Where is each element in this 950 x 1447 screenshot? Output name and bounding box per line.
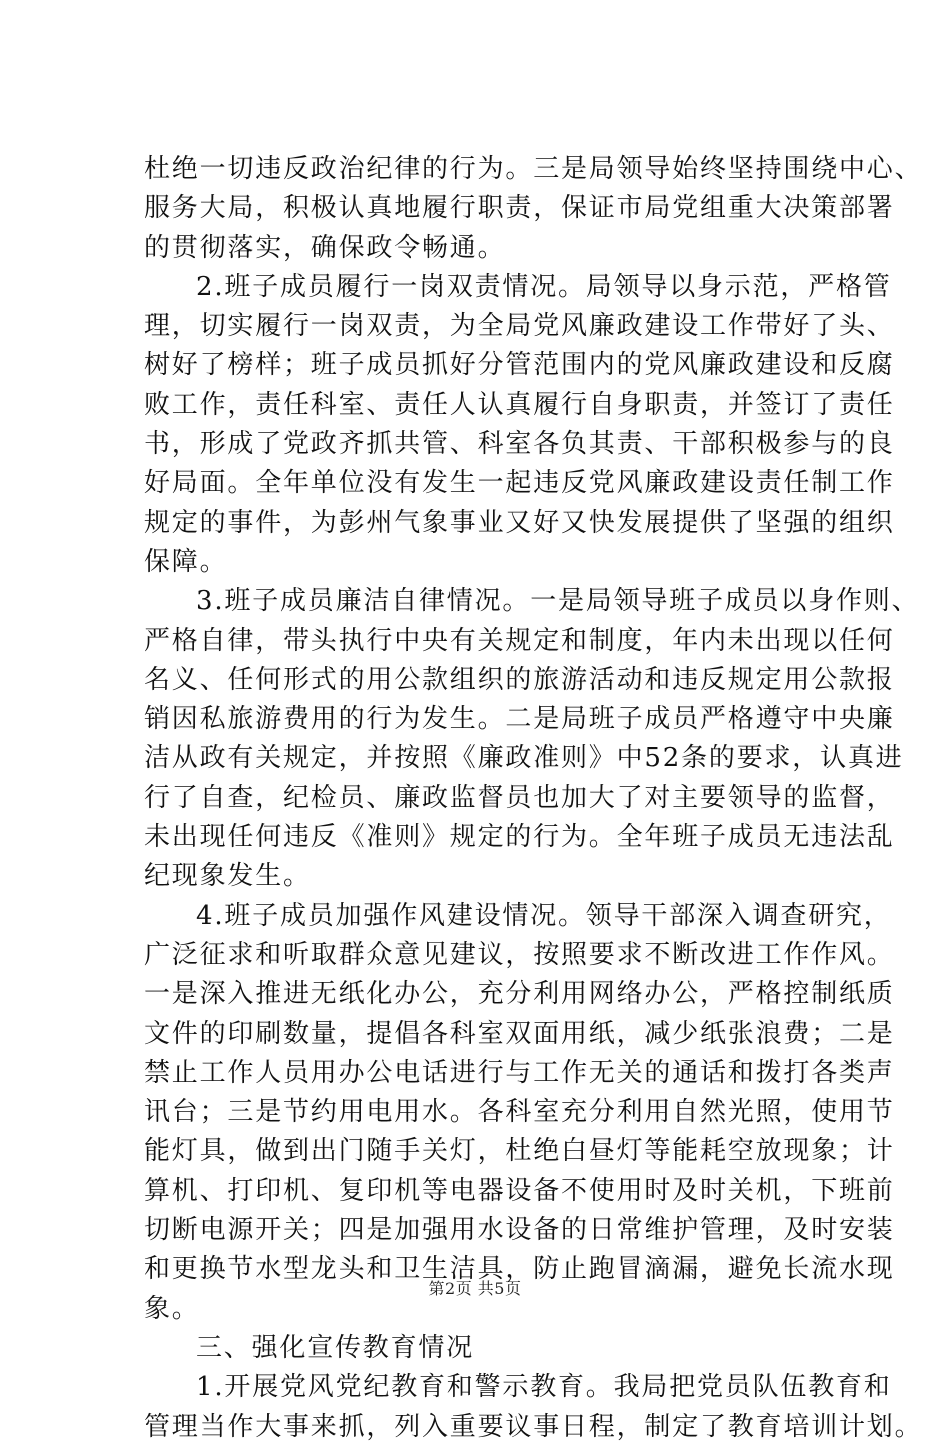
text-line: 广泛征求和听取群众意见建议，按照要求不断改进工作作风。 — [144, 939, 895, 970]
text-line: 切断电源开关；四是加强用水设备的日常维护管理，及时安装 — [144, 1215, 895, 1246]
text-line: 未出现任何违反《准则》规定的行为。全年班子成员无违法乱 — [144, 822, 895, 853]
text-line: 洁从政有关规定，并按照《廉政准则》中52条的要求，认真进 — [144, 743, 904, 774]
text-line: 文件的印刷数量，提倡各科室双面用纸，减少纸张浪费；二是 — [144, 1018, 895, 1049]
text-line: 树好了榜样；班子成员抓好分管范围内的党风廉政建设和反腐 — [144, 350, 895, 381]
text-line: 的贯彻落实，确保政令畅通。 — [144, 232, 506, 263]
text-line: 书，形成了党政齐抓共管、科室各负其责、干部积极参与的良 — [144, 429, 895, 460]
text-line: 名义、任何形式的用公款组织的旅游活动和违反规定用公款报 — [144, 664, 895, 695]
section-heading: 三、强化宣传教育情况 — [196, 1332, 475, 1363]
text-line: 行了自查，纪检员、廉政监督员也加大了对主要领导的监督， — [144, 782, 895, 813]
text-line: 服务大局，积极认真地履行职责，保证市局党组重大决策部署 — [144, 193, 895, 224]
text-line: 规定的事件，为彭州气象事业又好又快发展提供了坚强的组织 — [144, 507, 895, 538]
text-line: 能灯具，做到出门随手关灯，杜绝白昼灯等能耗空放现象；计 — [144, 1136, 895, 1167]
text-line: 算机、打印机、复印机等电器设备不使用时及时关机，下班前 — [144, 1175, 895, 1206]
paragraph-heading-line: 1.开展党风党纪教育和警示教育。我局把党员队伍教育和 — [196, 1372, 892, 1403]
paragraph-heading-line: 3.班子成员廉洁自律情况。一是局领导班子成员以身作则、 — [196, 586, 920, 617]
text-line: 纪现象发生。 — [144, 861, 311, 892]
text-line: 败工作，责任科室、责任人认真履行自身职责，并签订了责任 — [144, 389, 895, 420]
text-line: 一是深入推进无纸化办公，充分利用网络办公，严格控制纸质 — [144, 979, 895, 1010]
text-line: 管理当作大事来抓，列入重要议事日程，制定了教育培训计划。 — [144, 1411, 923, 1442]
paragraph-heading-line: 4.班子成员加强作风建设情况。领导干部深入调查研究， — [196, 900, 892, 931]
text-line: 销因私旅游费用的行为发生。二是局班子成员严格遵守中央廉 — [144, 704, 895, 735]
text-line: 好局面。全年单位没有发生一起违反党风廉政建设责任制工作 — [144, 468, 895, 499]
page-number-footer: 第2页 共5页 — [428, 1279, 522, 1298]
text-line: 理，切实履行一岗双责，为全局党风廉政建设工作带好了头、 — [144, 311, 895, 342]
text-line: 严格自律，带头执行中央有关规定和制度，年内未出现以任何 — [144, 625, 895, 656]
text-line: 讯台；三是节约用电用水。各科室充分利用自然光照，使用节 — [144, 1097, 895, 1128]
text-line: 和更换节水型龙头和卫生洁具，防止跑冒滴漏，避免长流水现 — [144, 1254, 895, 1285]
text-line: 禁止工作人员用办公电话进行与工作无关的通话和拨打各类声 — [144, 1057, 895, 1088]
document-body — [144, 150, 923, 1447]
text-line: 保障。 — [144, 546, 228, 577]
text-line: 象。 — [144, 1293, 200, 1324]
text-line: 杜绝一切违反政治纪律的行为。三是局领导始终坚持围绕中心、 — [144, 154, 923, 184]
paragraph-heading-line: 2.班子成员履行一岗双责情况。局领导以身示范，严格管 — [196, 271, 892, 302]
